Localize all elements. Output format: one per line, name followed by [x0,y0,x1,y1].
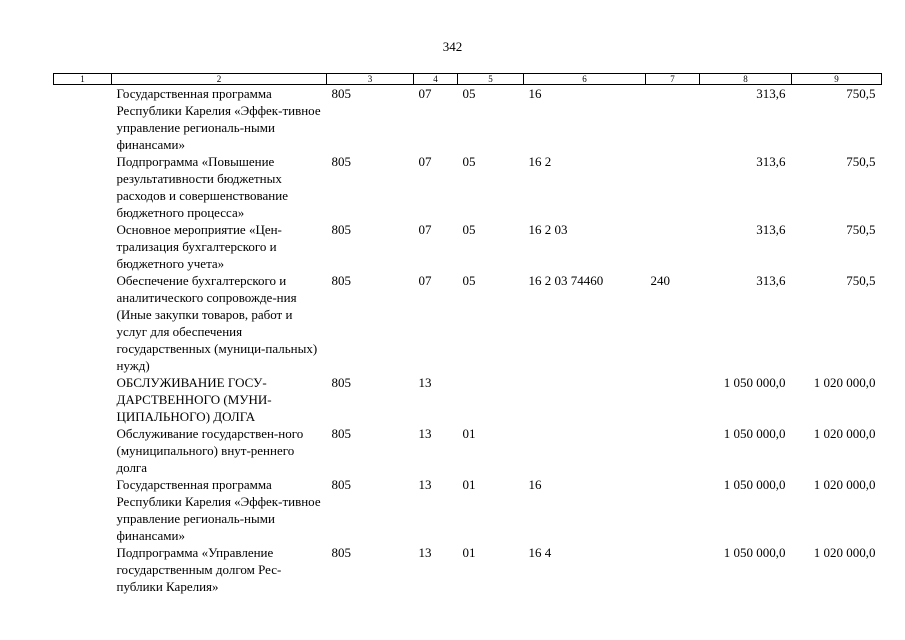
table-row [54,85,882,154]
cell-expense-type [646,425,700,476]
cell-expense-type [646,85,700,154]
cell-section: 13 [418,375,432,390]
cell-expense-type: 240 [650,273,670,288]
cell-amount-year-1: 313,6 [756,273,786,288]
column-header: 9 [792,74,882,85]
cell-col-1 [54,272,112,374]
cell-amount-year-2: 750,5 [846,222,876,237]
cell-ministry-code: 805 [331,154,351,169]
cell-name: Подпрограмма «Повышение результативности бюджетных расходов и совершенствование бюджетного процесса» [116,154,288,220]
cell-col-1 [54,374,112,425]
column-header: 6 [524,74,646,85]
column-header: 2 [112,74,327,85]
cell-col-1 [54,476,112,544]
table-row [54,544,882,595]
cell-ministry-code: 805 [331,426,351,441]
column-header: 8 [700,74,792,85]
cell-name: Государственная программа Республики Карелия «Эффек-тивное управление региональ-ными финансами» [116,477,321,543]
cell-name: Государственная программа Республики Карелия «Эффек-тивное управление региональ-ными финансами» [116,86,321,152]
cell-col-1 [54,85,112,154]
budget-table [53,73,882,595]
cell-amount-year-1: 313,6 [756,86,786,101]
cell-col-1 [54,544,112,595]
table-row [54,425,882,476]
cell-target-article [524,374,646,425]
table-row [54,272,882,374]
cell-subsection: 05 [462,273,476,288]
table-row [54,221,882,272]
column-header: 4 [414,74,458,85]
cell-ministry-code: 805 [331,86,351,101]
cell-amount-year-1: 1 050 000,0 [723,426,786,441]
cell-amount-year-2: 750,5 [846,273,876,288]
cell-section: 07 [418,86,432,101]
cell-expense-type [646,374,700,425]
cell-ministry-code: 805 [331,477,351,492]
cell-amount-year-1: 1 050 000,0 [723,477,786,492]
page-number: 342 [442,39,463,54]
cell-expense-type [646,221,700,272]
cell-subsection: 05 [462,86,476,101]
cell-col-1 [54,221,112,272]
cell-target-article [524,425,646,476]
cell-amount-year-2: 1 020 000,0 [813,375,876,390]
cell-expense-type [646,476,700,544]
cell-amount-year-1: 313,6 [756,154,786,169]
cell-ministry-code: 805 [331,273,351,288]
cell-target-article: 16 4 [528,545,552,560]
cell-subsection: 05 [462,154,476,169]
column-header: 5 [458,74,524,85]
cell-section: 07 [418,273,432,288]
cell-subsection: 01 [462,426,476,441]
cell-name: ОБСЛУЖИВАНИЕ ГОСУ-ДАРСТВЕННОГО (МУНИ-ЦИПАЛЬНОГО) ДОЛГА [116,375,272,424]
cell-expense-type [646,544,700,595]
table-body [54,85,882,596]
column-header: 3 [327,74,414,85]
cell-amount-year-2: 1 020 000,0 [813,477,876,492]
cell-subsection: 01 [462,477,476,492]
cell-section: 13 [418,426,432,441]
cell-subsection: 01 [462,545,476,560]
cell-target-article: 16 [528,477,542,492]
column-header: 1 [54,74,112,85]
cell-col-1 [54,425,112,476]
cell-target-article: 16 2 03 [528,222,568,237]
cell-section: 13 [418,477,432,492]
header-row [54,74,882,85]
cell-amount-year-2: 1 020 000,0 [813,545,876,560]
cell-amount-year-2: 750,5 [846,86,876,101]
cell-expense-type [646,153,700,221]
cell-section: 07 [418,154,432,169]
cell-subsection: 05 [462,222,476,237]
cell-target-article: 16 [528,86,542,101]
table-row [54,153,882,221]
cell-ministry-code: 805 [331,545,351,560]
table-row [54,374,882,425]
column-header: 7 [646,74,700,85]
cell-name: Обеспечение бухгалтерского и аналитического сопровожде-ния (Иные закупки товаров, работ и услуг для обеспечения государственных (муници-пальных) нужд) [116,273,318,373]
cell-name: Обслуживание государствен-ного (муниципального) внут-реннего долга [116,426,304,475]
cell-target-article: 16 2 03 74460 [528,273,604,288]
cell-name: Основное мероприятие «Цен-трализация бухгалтерского и бюджетного учета» [116,222,282,271]
cell-section: 13 [418,545,432,560]
cell-target-article: 16 2 [528,154,552,169]
cell-amount-year-1: 313,6 [756,222,786,237]
cell-section: 07 [418,222,432,237]
cell-name: Подпрограмма «Управление государственным долгом Рес-публики Карелия» [116,545,282,594]
cell-amount-year-2: 750,5 [846,154,876,169]
cell-col-1 [54,153,112,221]
cell-subsection [458,374,524,425]
cell-amount-year-1: 1 050 000,0 [723,375,786,390]
cell-ministry-code: 805 [331,222,351,237]
table-row [54,476,882,544]
cell-ministry-code: 805 [331,375,351,390]
cell-amount-year-2: 1 020 000,0 [813,426,876,441]
cell-amount-year-1: 1 050 000,0 [723,545,786,560]
